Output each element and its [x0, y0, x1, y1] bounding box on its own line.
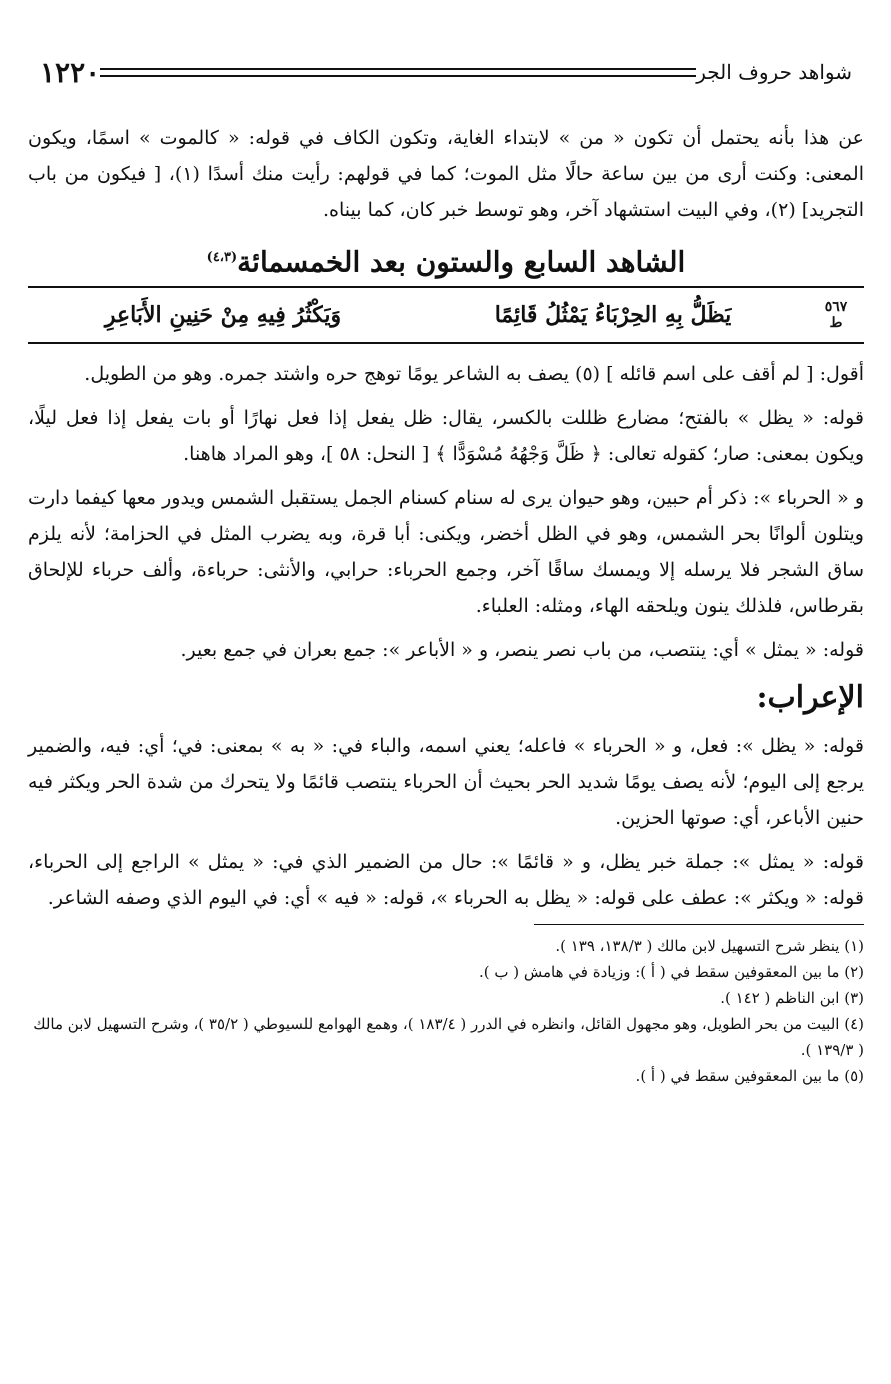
intro-line-1: عن هذا بأنه يحتمل أن تكون « من » لابتداء الغاية، وتكون الكاف في قوله: « كالموت » اسمًا، — [85, 127, 865, 149]
verse-first-hemistich: يَظَلُّ بِهِ الحِرْبَاءُ يَمْثُلُ قَائِمًا — [494, 302, 732, 329]
irab-paragraph: قوله: « يظل »: فعل، و « الحرباء » فاعله؛ يعني اسمه، والباء في: « به » بمعنى: في؛ أي: فيه، والضمير يرجع إلى اليوم؛ لأنه يصف يومًا شديد الحر بحيث أن الحرباء ينتصب قائمًا ولا يتحرك من شدة الحر ويكثر فيه حنين الأباعر، أي: صوتها الحزين. — [28, 735, 864, 830]
footnote-separator — [534, 924, 864, 925]
footnote: (١) ينظر شرح التسهيل لابن مالك ( ١٣٨/٣، ١٣٩ ). — [555, 937, 864, 956]
page-number: ١٢٢٠ — [40, 55, 101, 89]
header-rule — [100, 68, 696, 77]
verse-number-value: ٥٦٧ — [824, 299, 848, 316]
commentary-paragraph: قوله: « يظل » بالفتح؛ مضارع ظللت بالكسر، يقال: ظل يفعل إذا فعل نهارًا أو بات يفعل إذا فعل ليلًا، ويكون بمعنى: صار؛ كقوله تعالى: ﴿ ظَلَّ وَجْهُهُ مُسْوَدًّا ﴾ [ النحل: ٥٨ ]، وهو المراد هاهنا. — [28, 407, 864, 466]
intro-paragraph — [28, 120, 864, 228]
footnote: (٢) ما بين المعقوفين سقط في ( أ ): وزيادة في هامش ( ب ). — [478, 963, 864, 982]
irab-paragraph: قوله: « يمثل »: جملة خبر يظل، و « قائمًا »: حال من الضمير الذي في: « يمثل » الراجع إلى الحرباء، قوله: « ويكثر »: عطف على قوله: « يظل به الحرباء »، قوله: « فيه » أي: في اليوم الذي وصفه الشاعر. — [28, 851, 864, 910]
irab-section-title: الإعراب: — [756, 680, 864, 716]
commentary-paragraph: أقول: [ لم أقف على اسم قائله ] (٥) يصف به الشاعر يومًا توهج حره واشتد جمره. وهو من الطويل. — [84, 363, 864, 386]
shahid-heading-text: الشاهد السابع والستون بعد الخمسمائة — [237, 245, 686, 279]
commentary-paragraph: قوله: « يمثل » أي: ينتصب، من باب نصر ينصر، و « الأباعر »: جمع بعران في جمع بعير. — [180, 639, 864, 662]
commentary-paragraph: و « الحرباء »: ذكر أم حبين، وهو حيوان يرى له سنام كسنام الجمل يستقبل الشمس ويدور معها كيفما دارت ويتلون ألوانًا بحر الشمس، وهو في الظل أخضر، ويكنى: أبا قرة، وبه يضرب المثل في الحزامة؛ لأنه يلزم ساق الشجر فلا يرسله إلا ويمسك ساقًا آخر، وجمع الحرباء: حرابي، والأنثى: حرباءة، وألف حرباء للإلحاق بقرطاس، فلذلك ينون ويلحقه الهاء، ومثله: العلباء. — [28, 487, 864, 618]
shahid-heading — [28, 236, 864, 284]
footnote: (٣) ابن الناظم ( ١٤٢ ). — [720, 989, 864, 1008]
verse-box — [28, 286, 864, 344]
shahid-heading-ref: (٤،٣) — [206, 250, 238, 265]
intro-line-2: ويكون المعنى: وكنت أرى من بين ساعة حالًا مثل الموت؛ كما في قولهم: رأيت منك أسدًا (١)، — [28, 127, 864, 185]
book-page — [28, 40, 864, 1370]
verse-meter-mark: ط — [829, 315, 843, 332]
verse-second-hemistich: وَيَكْثُرُ فِيهِ مِنْ حَنِينِ الأَبَاعِرِ — [104, 302, 342, 329]
running-header — [28, 54, 864, 90]
footnotes — [28, 933, 864, 1089]
running-title: شواهد حروف الجر — [696, 60, 852, 84]
page-body — [28, 120, 864, 1089]
footnote: (٥) ما بين المعقوفين سقط في ( أ ). — [635, 1067, 864, 1086]
footnote: (٤) البيت من بحر الطويل، وهو مجهول القائل، وانظره في الدرر ( ١٨٣/٤ )، وهمع الهوامع للسيوطي ( ٣٥/٢ )، وشرح التسهيل لابن مالك ( ١٣٩/٣ ). — [33, 1015, 864, 1060]
verse-number — [808, 299, 864, 331]
intro-line-3: [ فيكون من باب التجريد] (٢)، وفي البيت استشهاد آخر، وهو توسط خبر كان، كما بيناه. — [28, 163, 864, 221]
